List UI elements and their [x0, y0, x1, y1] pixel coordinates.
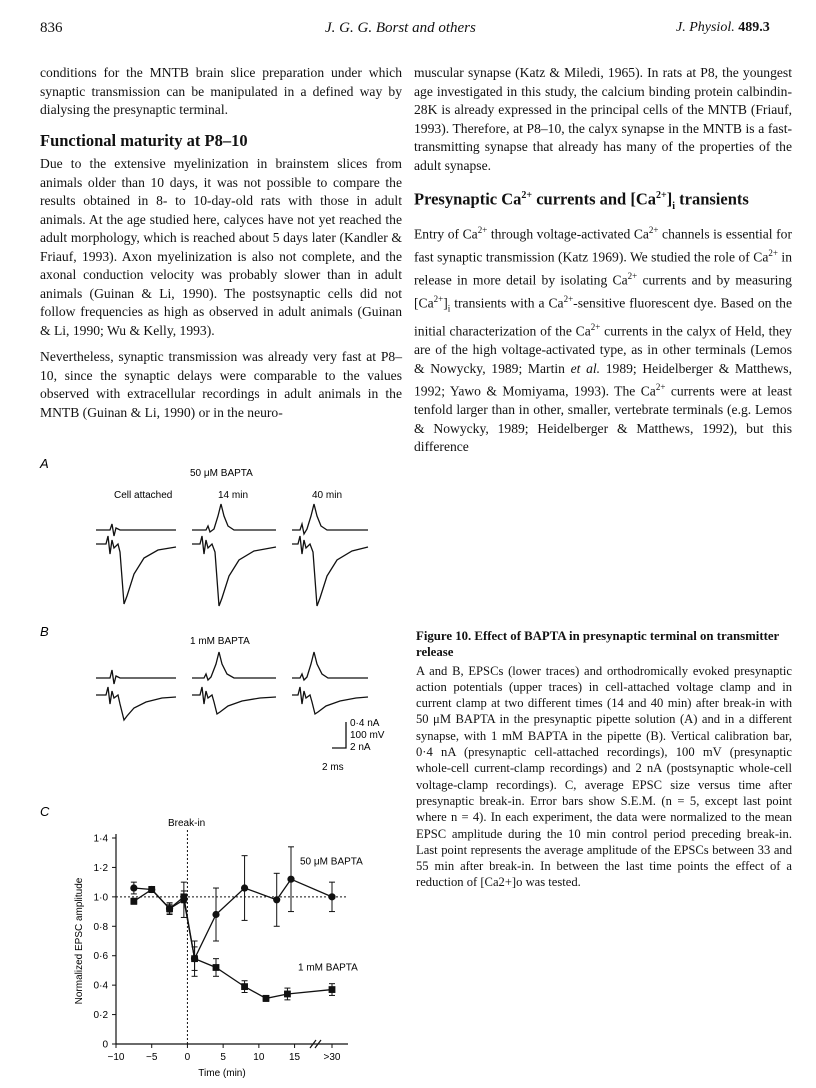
- data-point-square: [263, 995, 270, 1002]
- heading-part: Presynaptic Ca: [414, 189, 522, 209]
- panel-a-title: 50 μM BAPTA: [190, 468, 253, 479]
- data-point-square: [213, 964, 220, 971]
- right-column: [414, 64, 792, 465]
- caption-title: Figure 10. Effect of BAPTA in presynaptic terminal on transmitter release: [416, 629, 780, 660]
- y-tick-label: 0·4: [93, 980, 108, 992]
- cal-label-2na: 2 nA: [350, 742, 371, 753]
- series-line: [134, 890, 288, 999]
- y-tick-label: 1·4: [93, 833, 108, 845]
- panel-a-col-40min: 40 min: [312, 490, 343, 501]
- calcium-paragraph: Entry of $Ca^{2+}$ through voltage-activated $Ca^{2+}$ channels is essential for fast synaptic transmission (Katz 1969). We studied the role of $Ca^{2+}$ in release in more detail by isolating $Ca^{2+}$ currents and by measuring $[Ca^{2+}]_i$ transients with a $Ca^{2+}$-sensitive fluorescent dye. Based on the initial characterization of the $Ca^{2+}$ currents in the calyx of Held, they are of the high voltage-activated type, as in other terminals (Lemos & Nowycky, 1989; Martin et al. 1989; Heidelberger & Matthews, 1992; Yawo & Momiyama, 1993). The $Ca^{2+}$ currents were at least tenfold larger than in other, smaller, vertebrate terminals (e.g. Lemos & Nowycky, 1989; Heidelberger & Matthews, 1992), but this difference: [414, 225, 792, 455]
- epsc-amplitude-chart: [30, 800, 410, 1080]
- trace-a-lower-1: [96, 536, 176, 604]
- y-tick-label: 0·8: [93, 921, 108, 933]
- journal-ref: [676, 20, 770, 36]
- figure-caption: [416, 628, 792, 891]
- panel-b-title: 1 mM BAPTA: [190, 636, 250, 647]
- maturity-paragraph-1: Due to the extensive myelinization in brainstem slices from animals older than 10 days, it was not possible to compare the results obtained in 8- to 10-day-old rats with those in adult animals. At the age studied here, calyces have not yet reached the adult morphology, which is reached about 5 days later (Kandler & Friauf, 1993). Axon myelinization is also not complete, and the axonal conduction velocity was probably slower than in adult animals (Guinan & Li, 1990). The postsynaptic cells did not follow frequencies as high as observed in adult animals (Guinan & Li, 1990; Wu & Kelly, 1993).: [40, 156, 402, 338]
- data-point-circle: [287, 876, 294, 883]
- right-continuation-paragraph: muscular synapse (Katz & Miledi, 1965). In rats at P8, the youngest age investigated in this study, the calcium binding protein calbindin-28K is already expressed in the principal cells of the MNTB (Friauf, 1993). Therefore, at P8–10, the calyx synapse in the MNTB is a fast-transmitting synapse that already has many of the properties of the adult synapse.: [414, 65, 792, 173]
- series-label: 50 μM BAPTA: [300, 856, 363, 868]
- series-line-late: [287, 990, 332, 994]
- trace-b-upper-2: [192, 652, 276, 680]
- data-point-circle: [130, 884, 137, 891]
- data-point-square: [329, 986, 336, 993]
- calibration-bar: [332, 722, 346, 748]
- running-authors: J. G. G. Borst and others: [325, 20, 476, 36]
- journal-volume: 489.3: [738, 20, 770, 35]
- data-point-circle: [212, 911, 219, 918]
- x-tick-label: >30: [323, 1052, 341, 1063]
- cal-label-100mv: 100 mV: [350, 730, 385, 741]
- heading-sup: 2+: [521, 190, 533, 201]
- y-tick-label: 0·6: [93, 951, 108, 963]
- data-point-square: [241, 983, 248, 990]
- trace-b-upper-1: [96, 670, 176, 684]
- data-point-square: [180, 893, 187, 900]
- trace-b-lower-1: [96, 687, 176, 720]
- data-point-square: [130, 898, 137, 905]
- trace-a-upper-3: [292, 504, 368, 534]
- left-column: [40, 64, 402, 430]
- section-heading-calcium: Presynaptic $Ca^{2+}$ currents and $[Ca^{2+}]_i$ transients: [414, 189, 749, 212]
- series-label: 1 mM BAPTA: [298, 962, 358, 974]
- panel-a-col-cell-attached: Cell attached: [114, 490, 173, 501]
- figure-traces: [30, 452, 410, 782]
- trace-b-lower-3: [292, 687, 368, 714]
- x-tick-label: 15: [289, 1052, 301, 1063]
- trace-a-lower-2: [192, 536, 276, 606]
- heading-part: currents and [Ca: [532, 189, 657, 209]
- x-axis-label: Time (min): [198, 1068, 246, 1079]
- cal-label-04na: 0·4 nA: [350, 718, 380, 729]
- data-point-circle: [273, 896, 280, 903]
- y-tick-label: 1·0: [93, 892, 108, 904]
- trace-b-lower-2: [192, 687, 276, 714]
- heading-part: transients: [675, 189, 749, 209]
- data-point-square: [191, 955, 198, 962]
- data-point-square: [284, 991, 291, 998]
- x-tick-label: 5: [220, 1052, 226, 1063]
- y-axis-label: Normalized EPSC amplitude: [74, 877, 85, 1005]
- x-tick-label: −10: [107, 1052, 125, 1063]
- break-in-label: Break-in: [168, 818, 206, 829]
- data-point-square: [166, 905, 173, 912]
- trace-a-upper-1: [96, 524, 176, 536]
- y-tick-label: 0·2: [93, 1010, 108, 1022]
- maturity-paragraph-2: Nevertheless, synaptic transmission was already very fast at P8–10, since the synaptic delays were comparable to the values observed with extracellular recordings in adult animals in the MNTB (Guinan & Li, 1990) or in the neuro-: [40, 349, 402, 420]
- panel-a-col-14min: 14 min: [218, 490, 249, 501]
- heading-sub: i: [672, 200, 675, 212]
- x-tick-label: 0: [184, 1052, 191, 1063]
- caption-text: A and B, EPSCs (lower traces) and orthodromically evoked presynaptic action potentials (upper traces) in cell-attached voltage clamp and in current clamp at two different times (14 and 40 min) after break-in with 50 μM BAPTA in the presynaptic pipette solution (A) and in a different synapse, with 1 mM BAPTA in the pipette (B). Vertical calibration bar, 0·4 nA (presynaptic cell-attached recordings), 100 mV (presynaptic whole-cell current-clamp recordings) and 2 nA (postsynaptic whole-cell voltage-clamp recordings). C, average EPSC size versus time after presynaptic break-in. Error bars show S.E.M. (n = 5, except last point where n = 4). In each experiment, the data were normalized to the mean EPSC amplitude during the 10 min control period preceding break-in. Last point represents the average amplitude of the EPSCs between 33 and 55 min after break-in. In between the last time points the effect of a reduction of [Ca2+]o was tested.: [416, 663, 792, 890]
- panel-label-c: C: [40, 804, 50, 819]
- journal-name: J. Physiol.: [676, 20, 735, 35]
- section-heading-maturity: Functional maturity at P8–10: [40, 130, 248, 150]
- y-tick-label: 0: [102, 1039, 108, 1051]
- trace-a-lower-3: [292, 536, 368, 606]
- data-point-circle: [328, 893, 335, 900]
- trace-b-upper-3: [292, 652, 368, 680]
- y-tick-label: 1·2: [93, 862, 108, 874]
- data-point-square: [148, 886, 155, 893]
- data-point-circle: [241, 884, 248, 891]
- heading-sup: 2+: [656, 190, 667, 201]
- series-line: [134, 879, 291, 958]
- series-line-late: [291, 879, 332, 897]
- trace-a-upper-2: [192, 504, 276, 532]
- panel-label-a: A: [40, 456, 49, 471]
- left-intro-paragraph: conditions for the MNTB brain slice preparation under which synaptic transmission can be manipulated in a defined way by dialysing the presynaptic terminal.: [40, 65, 402, 117]
- x-tick-label: 10: [253, 1052, 265, 1063]
- page-number: 836: [40, 20, 63, 36]
- x-tick-label: −5: [146, 1052, 158, 1063]
- panel-label-b: B: [40, 624, 49, 639]
- cal-label-2ms: 2 ms: [322, 762, 344, 773]
